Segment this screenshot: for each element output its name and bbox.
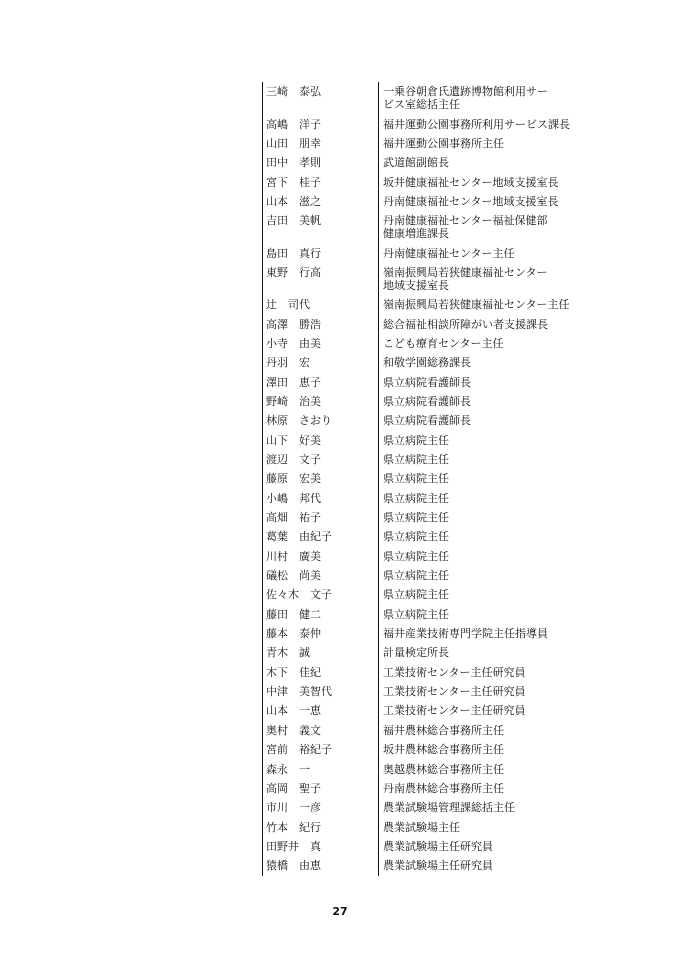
list-row (260, 798, 580, 817)
position-title: 県立病院主任 (383, 588, 449, 602)
position-title: 県立病院主任 (383, 530, 449, 544)
list-row (260, 334, 580, 353)
person-name: 佐々木 文子 (266, 588, 332, 602)
list-row (260, 469, 580, 488)
person-name: 木下 佳紀 (266, 665, 321, 679)
person-name: 田野井 真 (266, 839, 321, 853)
person-name: 吉田 美帆 (266, 214, 321, 228)
person-name: 奥村 義文 (266, 723, 321, 737)
position-title: 福井産業技術専門学院主任指導員 (383, 627, 548, 641)
list-row (260, 431, 580, 450)
list-row (260, 759, 580, 778)
person-name: 高畑 祐子 (266, 511, 321, 525)
list-row (260, 566, 580, 585)
person-name: 山田 朋幸 (266, 136, 321, 150)
page-number: 27 (332, 905, 348, 918)
list-row (260, 605, 580, 624)
position-title: 県立病院主任 (383, 491, 449, 505)
person-name: 藤本 泰仲 (266, 627, 321, 641)
list-row (260, 314, 580, 333)
position-title: 県立病院主任 (383, 433, 449, 447)
person-name: 竹本 紀行 (266, 820, 321, 834)
person-name: 川村 廣美 (266, 549, 321, 563)
person-name: 島田 真行 (266, 246, 321, 260)
position-title: 工業技術センター主任研究員 (383, 704, 526, 718)
position-title: 福井農林総合事務所主任 (383, 723, 504, 737)
list-row (260, 243, 580, 262)
person-name: 東野 行高 (266, 265, 321, 279)
position-title: 丹南健康福祉センター地域支援室長 (383, 194, 559, 208)
position-title: 農業試験場管理課総括主任 (383, 801, 515, 815)
person-name: 葛葉 由紀子 (266, 530, 332, 544)
position-title: 武道館副館長 (383, 156, 449, 170)
person-name: 山本 一恵 (266, 704, 321, 718)
person-name: 市川 一彦 (266, 801, 321, 815)
position-title: 県立病院看護師長 (383, 394, 471, 408)
person-name: 高嶋 洋子 (266, 117, 321, 131)
position-title: 県立病院主任 (383, 607, 449, 621)
list-row (260, 450, 580, 469)
list-row (260, 643, 580, 662)
person-name: 山下 好美 (266, 433, 321, 447)
person-name: 礒松 尚美 (266, 569, 321, 583)
person-name: 藤田 健二 (266, 607, 321, 621)
person-name: 小嶋 邦代 (266, 491, 321, 505)
position-title: 県立病院主任 (383, 472, 449, 486)
person-name: 渡辺 文子 (266, 453, 321, 467)
position-title: 県立病院看護師長 (383, 375, 471, 389)
person-name: 中津 美智代 (266, 685, 332, 699)
list-row (260, 192, 580, 211)
position-title: 坂井農林総合事務所主任 (383, 743, 504, 757)
list-row (260, 353, 580, 372)
list-row (260, 392, 580, 411)
position-title: 丹南健康福祉センター主任 (383, 246, 515, 260)
position-title: 農業試験場主任研究員 (383, 839, 493, 853)
list-row (260, 134, 580, 153)
person-name: 三崎 泰弘 (266, 85, 321, 99)
position-title: 県立病院看護師長 (383, 414, 471, 428)
person-name: 田中 孝則 (266, 156, 321, 170)
list-row (260, 663, 580, 682)
list-row (260, 508, 580, 527)
list-row (260, 721, 580, 740)
list-row (260, 372, 580, 391)
position-title: 総合福祉相談所障がい者支援課長 (383, 317, 548, 331)
position-title: 県立病院主任 (383, 511, 449, 525)
list-row (260, 701, 580, 720)
person-name: 林原 さおり (266, 414, 332, 428)
person-name: 宮下 桂子 (266, 175, 321, 189)
list-row (260, 779, 580, 798)
person-name: 澤田 恵子 (266, 375, 321, 389)
position-title: 県立病院主任 (383, 453, 449, 467)
list-row (260, 263, 580, 295)
list-row (260, 624, 580, 643)
list-row (260, 114, 580, 133)
list-row (260, 153, 580, 172)
position-title: 嶺南振興局若狭健康福祉センター 地域支援室長 (383, 265, 548, 292)
person-name: 丹羽 宏 (266, 356, 310, 370)
position-title: 県立病院主任 (383, 549, 449, 563)
position-title: 丹南健康福祉センター福祉保健部 健康増進課長 (383, 214, 548, 241)
list-row (260, 211, 580, 243)
list-row (260, 837, 580, 856)
list-row (260, 682, 580, 701)
person-name: 宮前 裕紀子 (266, 743, 332, 757)
person-name: 高澤 勝浩 (266, 317, 321, 331)
list-row (260, 295, 580, 314)
position-title: 計量検定所長 (383, 646, 449, 660)
personnel-list (260, 82, 580, 875)
list-row (260, 547, 580, 566)
list-row (260, 740, 580, 759)
position-title: 和敬学園総務課長 (383, 356, 471, 370)
position-title: 嶺南振興局若狭健康福祉センター主任 (383, 298, 570, 312)
list-row (260, 82, 580, 114)
position-title: 坂井健康福祉センター地域支援室長 (383, 175, 559, 189)
person-name: 森永 一 (266, 762, 310, 776)
position-title: 丹南農林総合事務所主任 (383, 781, 504, 795)
position-title: こども療育センター主任 (383, 336, 504, 350)
list-row (260, 585, 580, 604)
person-name: 辻 司代 (266, 298, 310, 312)
position-title: 一乗谷朝倉氏遺跡博物館利用サー ビス室総括主任 (383, 85, 548, 112)
person-name: 青木 誠 (266, 646, 310, 660)
position-title: 工業技術センター主任研究員 (383, 665, 526, 679)
person-name: 藤原 宏美 (266, 472, 321, 486)
position-title: 農業試験場主任研究員 (383, 859, 493, 873)
position-title: 工業技術センター主任研究員 (383, 685, 526, 699)
list-row (260, 411, 580, 430)
person-name: 野崎 治美 (266, 394, 321, 408)
list-row (260, 172, 580, 191)
list-row (260, 489, 580, 508)
person-name: 小寺 由美 (266, 336, 321, 350)
person-name: 高岡 聖子 (266, 781, 321, 795)
person-name: 猿橋 由恵 (266, 859, 321, 873)
position-title: 県立病院主任 (383, 569, 449, 583)
list-row (260, 817, 580, 836)
position-title: 奥越農林総合事務所主任 (383, 762, 504, 776)
person-name: 山本 滋之 (266, 194, 321, 208)
list-row (260, 856, 580, 875)
position-title: 福井運動公園事務所利用サービス課長 (383, 117, 570, 131)
position-title: 福井運動公園事務所主任 (383, 136, 504, 150)
list-row (260, 527, 580, 546)
position-title: 農業試験場主任 (383, 820, 460, 834)
